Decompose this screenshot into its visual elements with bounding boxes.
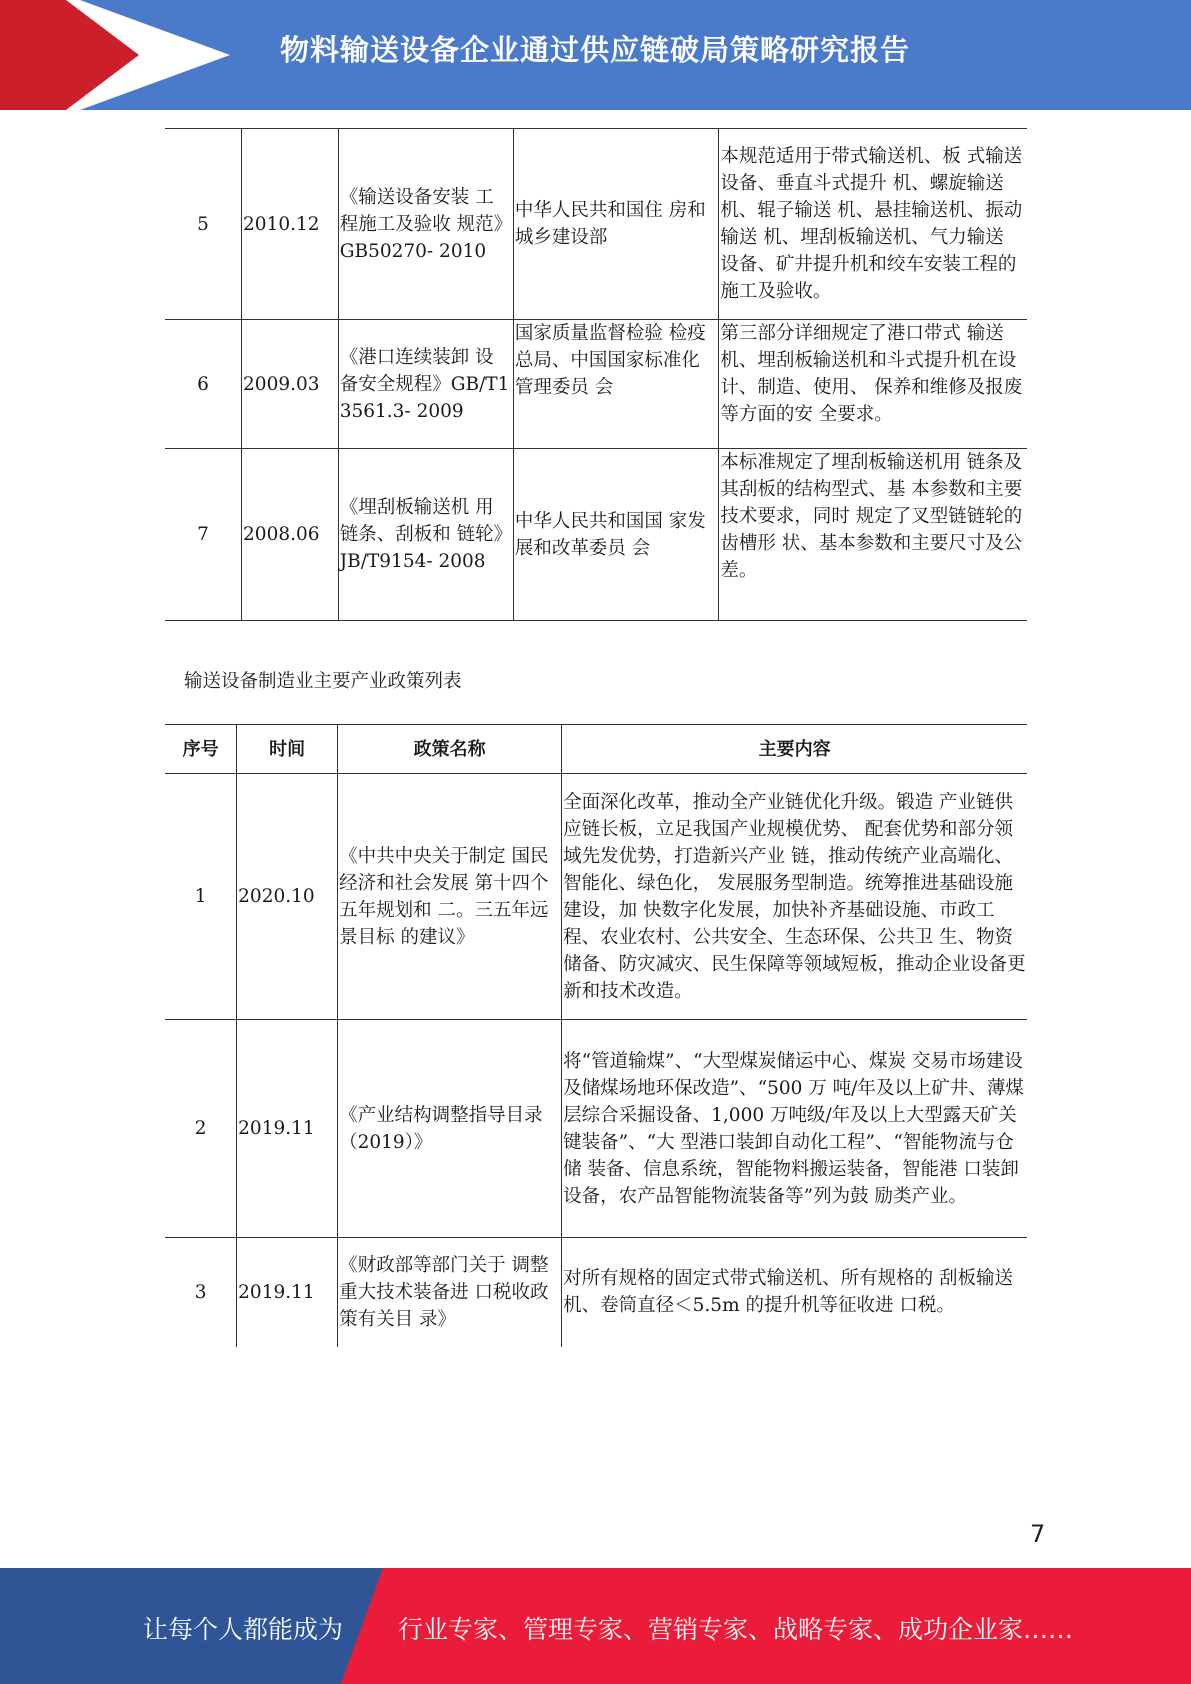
row-number: 6 (165, 320, 242, 449)
row-date: 2009.03 (242, 320, 339, 449)
page-header (0, 0, 1191, 110)
row-description: 本标准规定了埋刮板输送机用 链条及其刮板的结构型式、基 本参数和主要技术要求，同时 规定了叉型链链轮的齿槽形 状、基本参数和主要尺寸及公 差。 (719, 449, 1027, 621)
row-standard-name: 《输送设备安装 工程施工及验收 规范》GB50270- 2010 (338, 129, 513, 320)
standards-table (165, 128, 1027, 621)
row-policy-name: 《产业结构调整指导目录（2019）》 (338, 1020, 562, 1238)
row-date: 2010.12 (242, 129, 339, 320)
page-number: 7 (1030, 1520, 1046, 1548)
row-number: 5 (165, 129, 242, 320)
column-header-number: 序号 (165, 725, 237, 774)
row-date: 2008.06 (242, 449, 339, 621)
footer-slogan-left: 让每个人都能成为 (143, 1615, 344, 1644)
footer-slogan-right: 行业专家、管理专家、营销专家、战略专家、成功企业家…… (398, 1615, 1074, 1644)
table-caption: 输送设备制造业主要产业政策列表 (184, 671, 462, 692)
row-standard-name: 《港口连续装卸 设备安全规程》GB/T13561.3- 2009 (338, 320, 513, 449)
table-row (165, 1238, 1027, 1347)
row-content: 全面深化改革，推动全产业链优化升级。锻造 产业链供应链长板，立足我国产业规模优势、 配套优势和部分领域先发优势，打造新兴产业 链，推动传统产业高端化、智能化、绿色化， 发展服务型制造。统筹推进基础设施建设，加 快数字化发展，加快补齐基础设施、市政工 程、农业农村、公共安全、生态环保、公共卫 生、物资储备、防灾减灾、民生保障等领域短板，推动企业设备更新和技术改造。 (562, 774, 1027, 1020)
row-standard-name: 《埋刮板输送机 用链条、刮板和 链轮》JB/T9154- 2008 (338, 449, 513, 621)
row-policy-name: 《财政部等部门关于 调整重大技术装备进 口税收政策有关目 录》 (338, 1238, 562, 1347)
row-issuer: 中华人民共和国国 家发展和改革委员 会 (513, 449, 718, 621)
column-header-content: 主要内容 (562, 725, 1027, 774)
table-header-row (165, 725, 1027, 774)
row-content: 将“管道输煤”、“大型煤炭储运中心、煤炭 交易市场建设及储煤场地环保改造”、“500 万 吨/年及以上矿井、薄煤层综合采掘设备、1,000 万吨级/年及以上大型露天矿关键装备”、“大 型港口装卸自动化工程”、“智能物流与仓储 装备、信息系统，智能物料搬运装备，智能港 口装卸设备，农产品智能物流装备等”列为鼓 励类产业。 (562, 1020, 1027, 1238)
row-date: 2020.10 (237, 774, 338, 1020)
row-description: 第三部分详细规定了港口带式 输送机、埋刮板输送机和斗式提升机在设计、制造、使用、 保养和维修及报废等方面的安 全要求。 (719, 320, 1027, 449)
table-row (165, 129, 1027, 320)
row-policy-name: 《中共中央关于制定 国民经济和社会发展 第十四个五年规划和 二。三五年远景目标 的建议》 (338, 774, 562, 1020)
row-content: 对所有规格的固定式带式输送机、所有规格的 刮板输送机、卷筒直径＜5.5m 的提升机等征收进 口税。 (562, 1238, 1027, 1347)
row-number: 3 (165, 1238, 237, 1347)
table-row (165, 1020, 1027, 1238)
row-number: 1 (165, 774, 237, 1020)
row-issuer: 国家质量监督检验 检疫总局、中国国家标准化管理委员 会 (513, 320, 718, 449)
table-row (165, 774, 1027, 1020)
row-number: 2 (165, 1020, 237, 1238)
column-header-date: 时间 (237, 725, 338, 774)
row-number: 7 (165, 449, 242, 621)
table-row (165, 449, 1027, 621)
column-header-policy-name: 政策名称 (338, 725, 562, 774)
row-issuer: 中华人民共和国住 房和城乡建设部 (513, 129, 718, 320)
page-footer (0, 1568, 1191, 1684)
policy-table (165, 724, 1027, 1347)
table-row (165, 320, 1027, 449)
row-date: 2019.11 (237, 1020, 338, 1238)
report-title: 物料输送设备企业通过供应链破局策略研究报告 (279, 33, 910, 67)
row-description: 本规范适用于带式输送机、板 式输送设备、垂直斗式提升 机、螺旋输送机、辊子输送 机、悬挂输送机、振动输送 机、埋刮板输送机、气力输送 设备、矿井提升机和绞车安装工程的施工及验收。 (719, 129, 1027, 320)
row-date: 2019.11 (237, 1238, 338, 1347)
